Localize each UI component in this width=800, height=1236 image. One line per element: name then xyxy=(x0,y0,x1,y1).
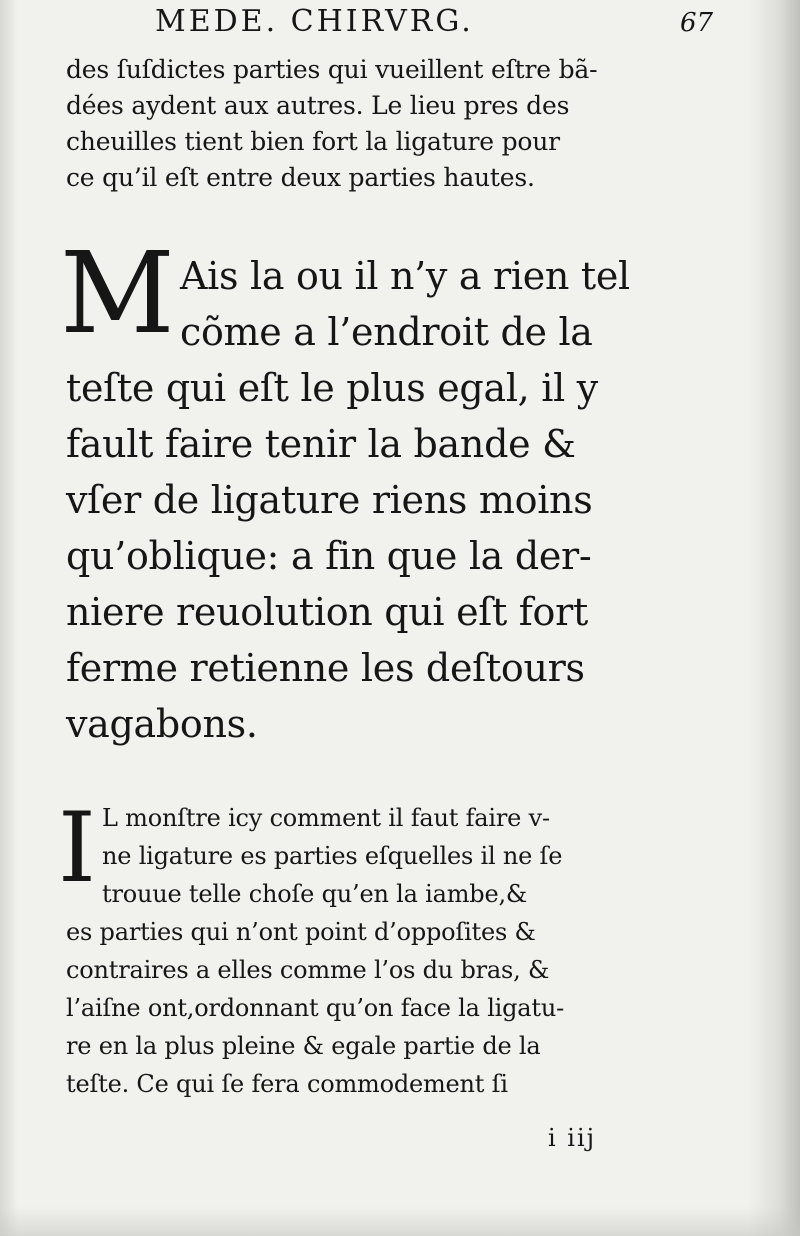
text-line: es parties qui n’ont point d’oppoſites & xyxy=(66,918,536,946)
text-line: teſte. Ce qui ſe fera commodement ſi xyxy=(66,1070,508,1098)
text-line: teſte qui eſt le plus egal, il y xyxy=(66,366,598,410)
page-bottom-edge-shadow xyxy=(0,1206,800,1236)
text-line: ferme retienne les deſtours xyxy=(66,646,585,690)
text-line: cõme a l’endroit de la xyxy=(180,310,593,354)
text-line: re en la plus pleine & egale partie de la xyxy=(66,1032,541,1060)
text-line: vagabons. xyxy=(66,702,258,746)
page-number: 67 xyxy=(680,8,714,38)
text-line: ne ligature es parties eſquelles il ne ſe xyxy=(102,842,563,870)
signature-mark: i iij xyxy=(548,1124,597,1152)
text-line: dées aydent aux autres. Le lieu pres des xyxy=(66,91,570,120)
text-line: trouue telle choſe qu’en la iambe,& xyxy=(102,880,528,908)
text-line: fault faire tenir la bande & xyxy=(66,422,576,466)
text-line: Ais la ou il n’y a rien tel xyxy=(180,254,630,298)
page-right-edge-shadow xyxy=(748,0,800,1236)
text-line: L monſtre icy comment il faut faire v- xyxy=(102,804,550,832)
page-left-edge-shadow xyxy=(0,0,18,1236)
text-line: des ſuſdictes parties qui vueillent eſtre bã- xyxy=(66,55,598,84)
text-line: vſer de ligature riens moins xyxy=(66,478,593,522)
running-title: MEDE. CHIRVRG. xyxy=(155,4,474,39)
text-line: l’aiſne ont,ordonnant qu’on face la ligatu- xyxy=(66,994,565,1022)
text-line: contraires a elles comme l’os du bras, & xyxy=(66,956,550,984)
text-line: ce qu’il eſt entre deux parties hautes. xyxy=(66,163,535,192)
text-line: cheuilles tient bien fort la ligature pour xyxy=(66,127,560,156)
drop-cap-m: M xyxy=(60,229,175,359)
drop-cap-i: I xyxy=(58,792,96,904)
text-line: niere reuolution qui eſt fort xyxy=(66,590,588,634)
text-line: qu’oblique: a fin que la der- xyxy=(66,534,592,578)
